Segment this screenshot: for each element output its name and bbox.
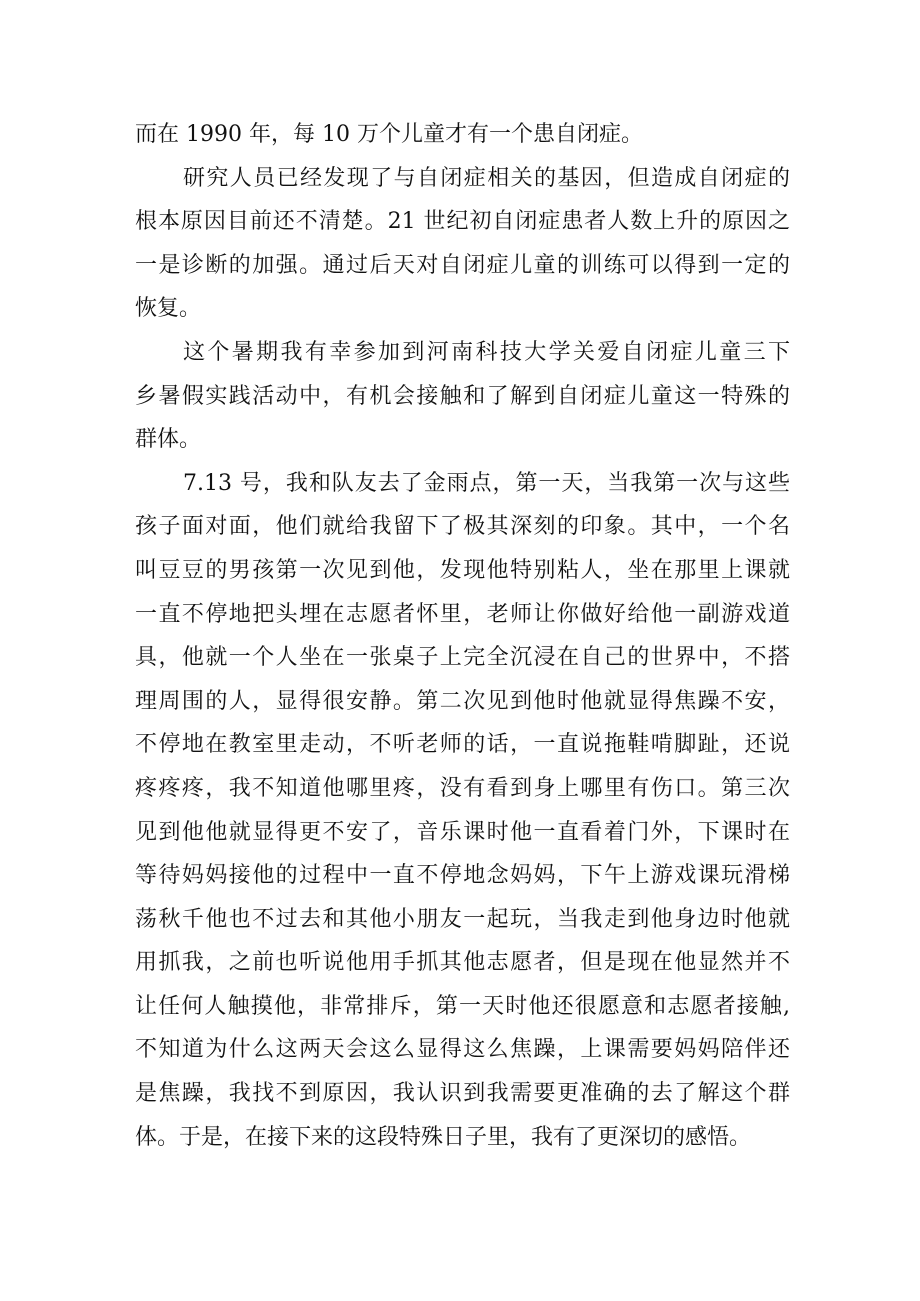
text-line: 而在 1990 年，每 10 万个儿童才有一个患自闭症。 xyxy=(135,122,643,147)
text-line: 荡秋千他也不过去和其他小朋友一起玩，当我走到他身边时他就 xyxy=(135,906,790,932)
text-line: 乡暑假实践活动中，有机会接触和了解到自闭症儿童这一特殊的 xyxy=(135,383,790,409)
text-line: 恢复。 xyxy=(135,296,202,322)
text-line: 疼疼疼，我不知道他哪里疼，没有看到身上哪里有伤口。第三次 xyxy=(135,775,790,801)
text-line: 一是诊断的加强。通过后天对自闭症儿童的训练可以得到一定的 xyxy=(135,252,790,278)
text-line: 用抓我，之前也听说他用手抓其他志愿者，但是现在他显然并不 xyxy=(135,950,790,976)
text-line: 不知道为什么这两天会这么显得这么焦躁，上课需要妈妈陪伴还 xyxy=(135,1037,790,1063)
text-line: 一直不停地把头埋在志愿者怀里，老师让你做好给他一副游戏道 xyxy=(135,601,790,627)
text-line: 理周围的人，显得很安静。第二次见到他时他就显得焦躁不安， xyxy=(135,688,790,714)
text-line: 群体。 xyxy=(135,427,202,453)
text-line: 具，他就一个人坐在一张桌子上完全沉浸在自己的世界中，不搭 xyxy=(135,645,790,671)
paragraph-first-line: 这个暑期我有幸参加到河南科技大学关爱自闭症儿童三下 xyxy=(183,339,790,365)
body-text xyxy=(135,113,790,1159)
paragraph-first-line: 研究人员已经发现了与自闭症相关的基因，但造成自闭症的 xyxy=(183,165,790,191)
text-line: 是焦躁，我找不到原因，我认识到我需要更准确的去了解这个群 xyxy=(135,1081,790,1107)
paragraph-first-line: 7.13 号，我和队友去了金雨点，第一天，当我第一次与这些 xyxy=(183,470,790,496)
text-line: 等待妈妈接他的过程中一直不停地念妈妈，下午上游戏课玩滑梯 xyxy=(135,863,790,889)
text-line: 不停地在教室里走动，不听老师的话，一直说拖鞋啃脚趾，还说 xyxy=(135,732,790,758)
text-line: 让任何人触摸他，非常排斥，第一天时他还很愿意和志愿者接触, xyxy=(135,993,790,1019)
text-line: 体。于是，在接下来的这段特殊日子里，我有了更深切的感悟。 xyxy=(135,1124,752,1150)
text-line: 叫豆豆的男孩第一次见到他，发现他特别粘人，坐在那里上课就 xyxy=(135,557,790,583)
text-line: 孩子面对面，他们就给我留下了极其深刻的印象。其中，一个名 xyxy=(135,514,790,540)
text-line: 见到他他就显得更不安了，音乐课时他一直看着门外，下课时在 xyxy=(135,819,790,845)
text-line: 根本原因目前还不清楚。21 世纪初自闭症患者人数上升的原因之 xyxy=(135,209,790,235)
